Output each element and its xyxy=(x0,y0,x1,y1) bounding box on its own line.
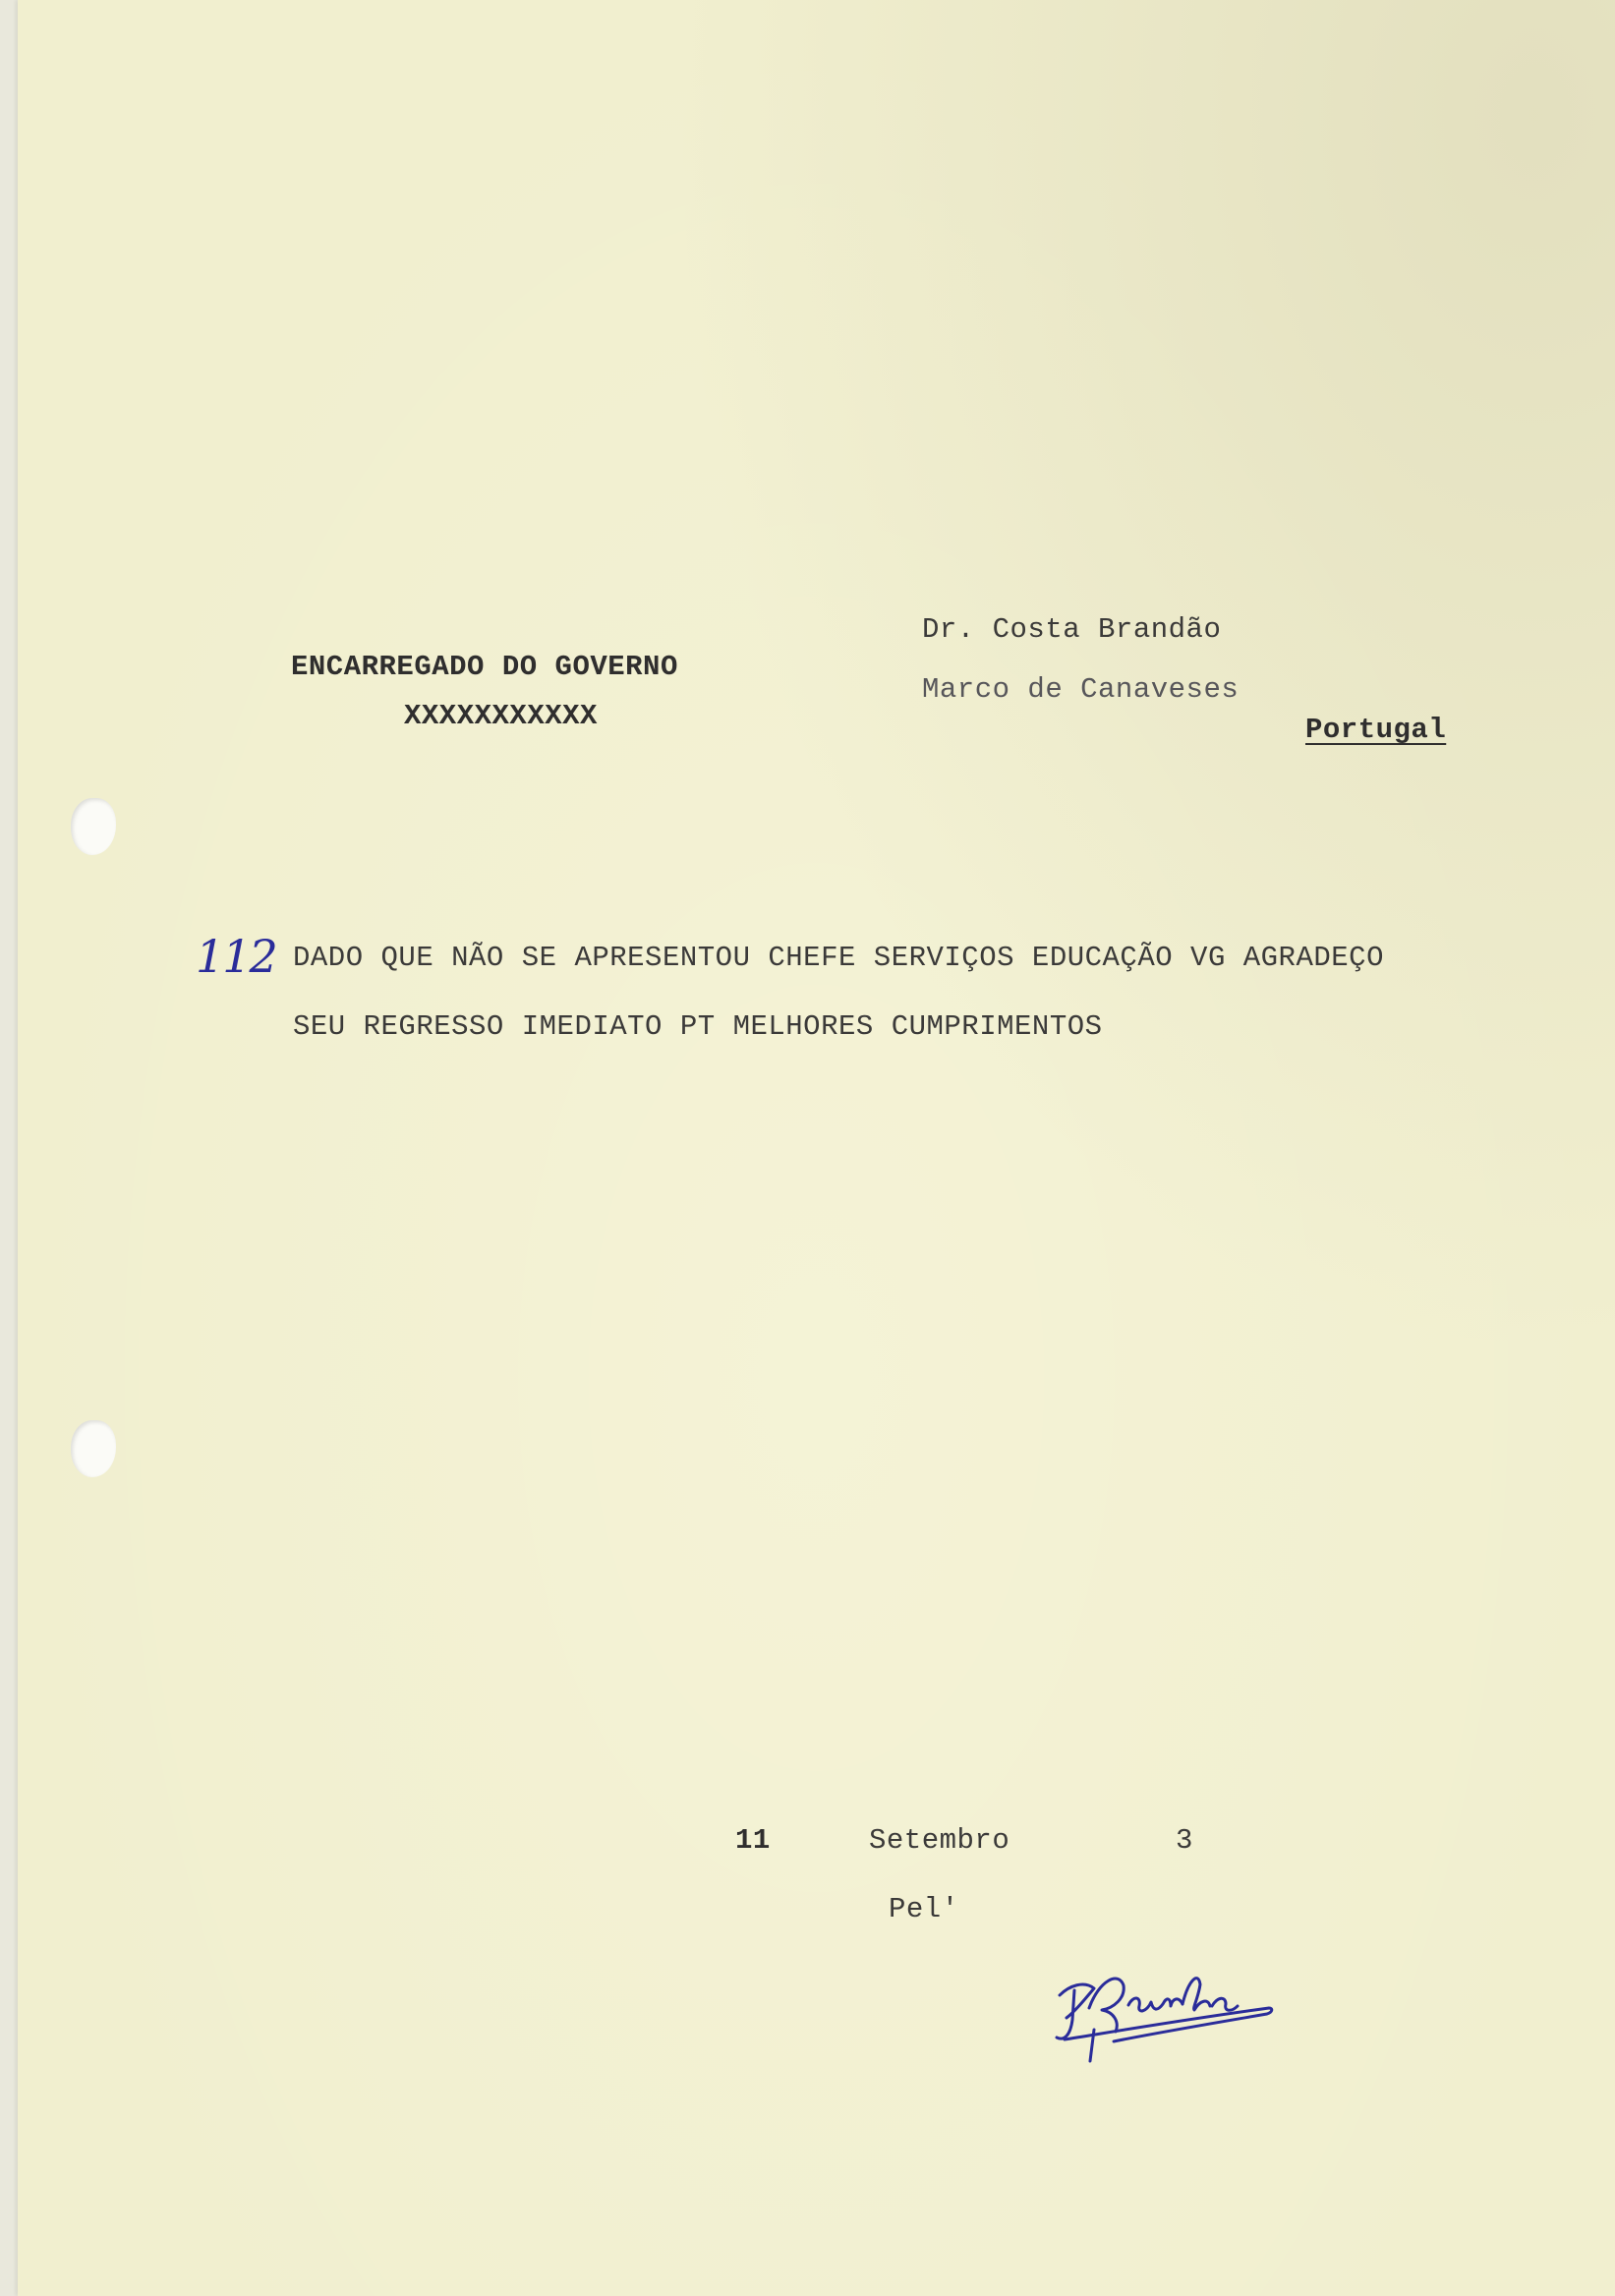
handwritten-reference-number: 112 xyxy=(196,930,276,983)
punch-hole-bottom xyxy=(71,1420,116,1477)
handwritten-signature xyxy=(1045,1951,1281,2069)
message-line-1: DADO QUE NÃO SE APRESENTOU CHEFE SERVIÇOS EDUCAÇÃO VG AGRADEÇO xyxy=(293,942,1384,974)
addressee-country: Portugal xyxy=(1305,714,1447,746)
addressee-name: Dr. Costa Brandão xyxy=(922,613,1222,646)
punch-hole-top xyxy=(71,798,116,855)
sender-title: ENCARREGADO DO GOVERNO xyxy=(291,651,678,683)
date-year: 3 xyxy=(1176,1824,1193,1857)
telegram-page xyxy=(18,0,1615,2296)
sender-redacted: XXXXXXXXXXX xyxy=(404,700,598,732)
message-line-2: SEU REGRESSO IMEDIATO PT MELHORES CUMPRIMENTOS xyxy=(293,1010,1103,1043)
date-day: 11 xyxy=(735,1824,771,1857)
signoff-label: Pel' xyxy=(889,1893,959,1925)
addressee-city: Marco de Canaveses xyxy=(922,673,1240,706)
date-month: Setembro xyxy=(869,1824,1010,1857)
